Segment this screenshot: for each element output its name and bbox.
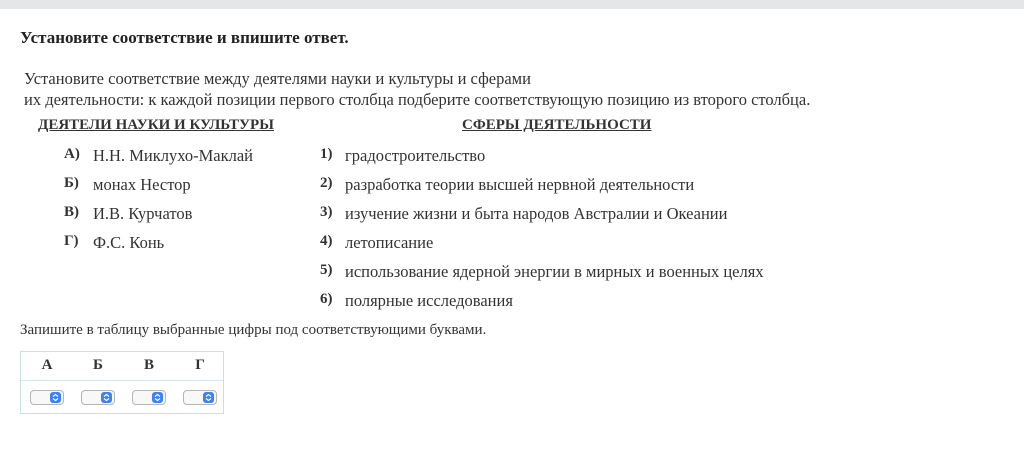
right-item-text: летописание	[345, 233, 434, 252]
answer-table-divider	[21, 380, 223, 381]
task-title: Установите соответствие и впишите ответ.	[20, 28, 349, 47]
right-item-text: разработка теории высшей нервной деятельности	[345, 175, 695, 194]
right-item-label: 6)	[320, 291, 333, 307]
answer-header-v: В	[143, 357, 154, 373]
left-item-label: В)	[64, 204, 79, 220]
answer-header-b: Б	[93, 357, 103, 373]
select-chevron-icon	[50, 392, 61, 403]
left-item-text: Ф.С. Конь	[93, 233, 165, 252]
right-item-text: полярные исследования	[345, 291, 513, 310]
right-item-label: 3)	[320, 204, 333, 220]
right-item-label: 5)	[320, 262, 333, 278]
answer-table	[20, 351, 224, 414]
left-item-label: Г)	[64, 233, 79, 249]
left-item-label: А)	[64, 146, 80, 162]
answer-header-a: А	[41, 357, 53, 373]
task-intro	[24, 68, 1004, 110]
answer-header-g: Г	[195, 357, 205, 373]
right-item-text: градостроительство	[345, 146, 486, 165]
left-column-header: ДЕЯТЕЛИ НАУКИ И КУЛЬТУРЫ	[38, 117, 274, 133]
right-column-header: СФЕРЫ ДЕЯТЕЛЬНОСТИ	[462, 117, 652, 133]
top-bar	[0, 0, 1024, 9]
left-item-text: Н.Н. Миклухо-Маклай	[93, 146, 253, 165]
intro-line-1: Установите соответствие между деятелями науки и культуры и сферами	[24, 69, 531, 88]
left-item-text: И.В. Курчатов	[93, 204, 193, 223]
answer-select-g[interactable]	[183, 390, 217, 405]
answer-select-v[interactable]	[132, 390, 166, 405]
right-item-label: 1)	[320, 146, 333, 162]
select-chevron-icon	[203, 392, 214, 403]
intro-line-2: их деятельности: к каждой позиции первого столбца подберите соответствующую позицию из второго столбца.	[24, 90, 811, 109]
select-chevron-icon	[152, 392, 163, 403]
answer-instruction: Запишите в таблицу выбранные цифры под соответствующими буквами.	[20, 322, 487, 338]
answer-select-b[interactable]	[81, 390, 115, 405]
select-chevron-icon	[101, 392, 112, 403]
left-item-label: Б)	[64, 175, 79, 191]
right-item-label: 4)	[320, 233, 333, 249]
right-item-text: использование ядерной энергии в мирных и военных целях	[345, 262, 764, 281]
right-item-label: 2)	[320, 175, 333, 191]
left-item-text: монах Нестор	[93, 175, 191, 194]
answer-select-a[interactable]	[30, 390, 64, 405]
right-item-text: изучение жизни и быта народов Австралии и Океании	[345, 204, 728, 223]
